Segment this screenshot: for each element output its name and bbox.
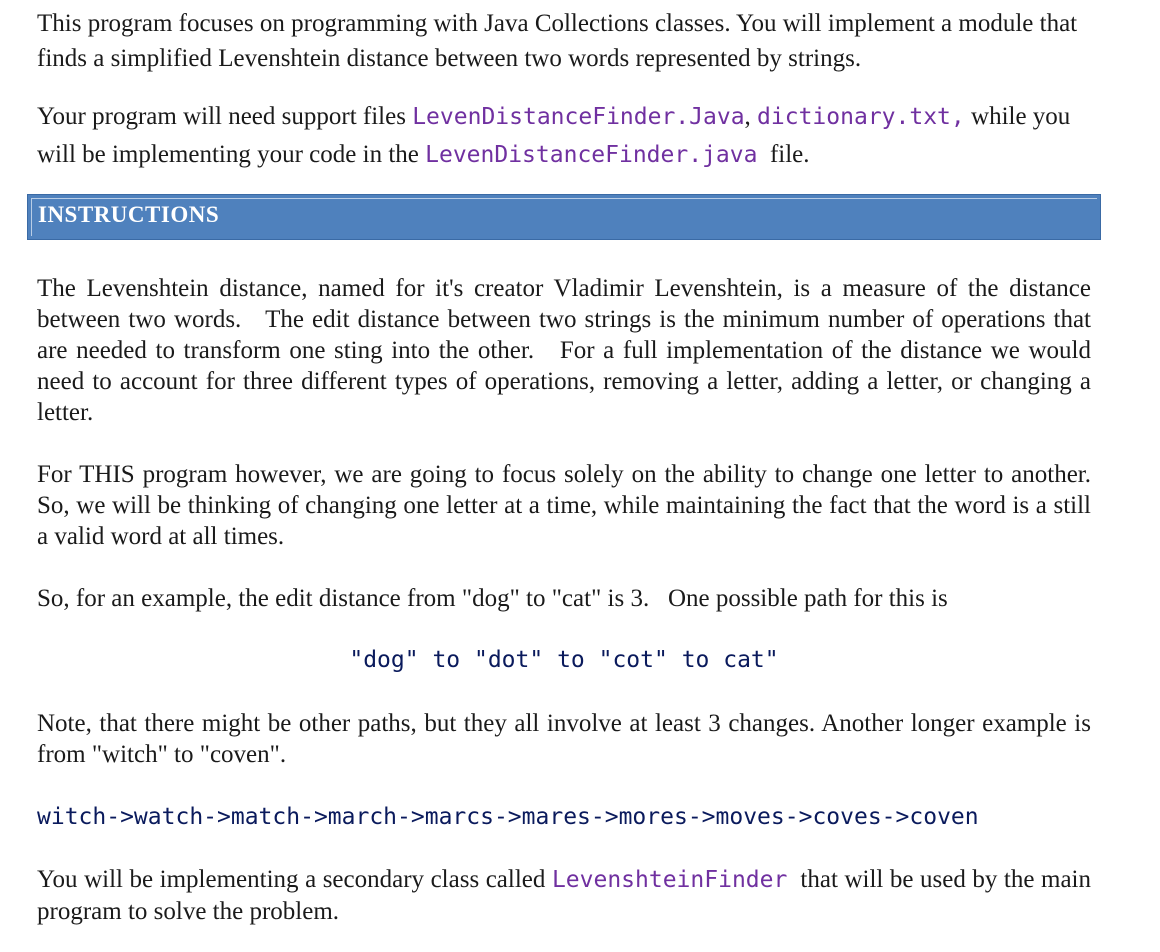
section-header-banner [27, 194, 1101, 240]
dog-to-cat-example: "dog" to "dot" to "cot" to cat" [349, 647, 779, 673]
support-files-paragraph [37, 98, 1091, 174]
section-title: INSTRUCTIONS [38, 202, 220, 227]
secondary-class-paragraph [37, 864, 1098, 927]
files-middle-text: while you will be implementing your code in the [37, 103, 1071, 168]
files-separator-text: , [744, 103, 758, 130]
files-prefix-text: Your program will need support files [37, 103, 413, 130]
file-name-leven-java-lower: LevenDistanceFinder.java [425, 142, 758, 168]
other-paths-paragraph: Note, that there might be other paths, but they all involve at least 3 changes. Another longer example is from "witch" to "coven". [37, 710, 1091, 768]
file-name-dictionary: dictionary.txt, [757, 104, 965, 130]
files-suffix-text: file. [757, 141, 810, 168]
program-focus-paragraph: For THIS program however, we are going to focus solely on the ability to change one letter to another. So, we will be thinking of changing one letter at a time, while maintaining the fact that the word is a still a valid word at all times. [37, 461, 1110, 550]
example-intro-paragraph: So, for an example, the edit distance from "dog" to "cat" is 3. One possible path for this is [37, 585, 948, 612]
witch-to-coven-example: witch->watch->match->march->marcs->mares->mores->moves->coves->coven [37, 804, 979, 830]
levenshtein-definition-paragraph: The Levenshtein distance, named for it's creator Vladimir Levenshtein, is a measure of the distance between two words. The edit distance between two strings is the minimum number of operations that are needed to transform one sting into the other. For a full implementation of the distance we would need to account for three different types of operations, removing a letter, adding a letter, or changing a letter. [37, 275, 1098, 426]
file-name-leven-java: LevenDistanceFinder.Java [412, 104, 745, 130]
intro-paragraph: This program focuses on programming with Java Collections classes. You will implement a module that finds a simplified Levenshtein distance between two words represented by strings. [37, 10, 1078, 72]
class-name-code: LevenshteinFinder [551, 867, 788, 893]
para5-suffix-text: that will be used by the main program to solve the problem. [37, 866, 1098, 925]
para5-prefix-text: You will be implementing a secondary class called [37, 866, 552, 893]
